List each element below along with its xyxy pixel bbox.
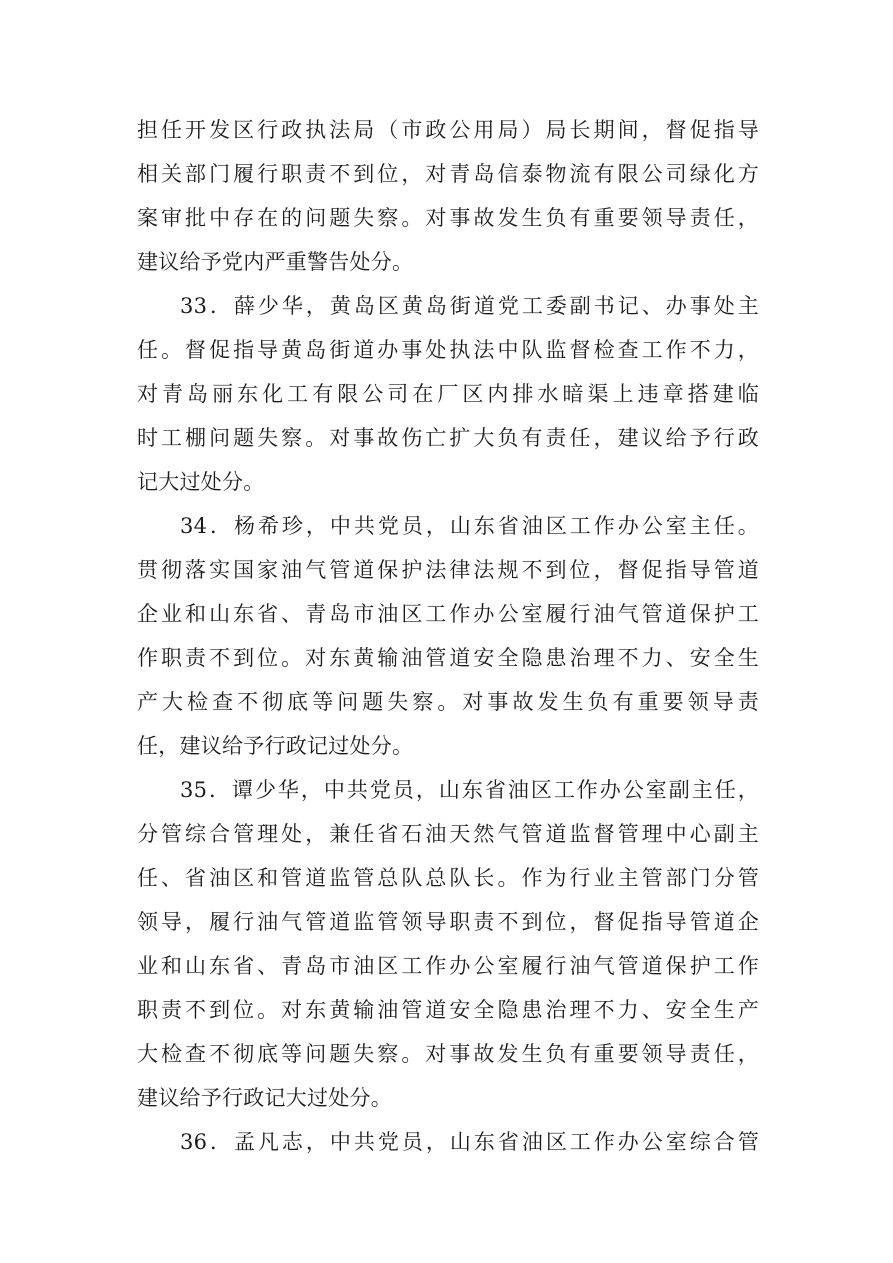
text-line: 职责不到位。对东黄输油管道安全隐患治理不力、安全生产	[137, 998, 759, 1022]
text-line: 建议给予党内严重警告处分。	[137, 250, 414, 274]
text-line: 分管综合管理处，兼任省石油天然气管道监督管理中心副主	[137, 822, 759, 846]
text-line: 任、省油区和管道监管总队总队长。作为行业主管部门分管	[137, 866, 759, 890]
text-line: 35．谭少华，中共党员，山东省油区工作办公室副主任，	[180, 778, 759, 802]
text-line: 36．孟凡志，中共党员，山东省油区工作办公室综合管	[180, 1130, 759, 1154]
text-line: 产大检查不彻底等问题失察。对事故发生负有重要领导责	[137, 690, 759, 714]
text-line: 企业和山东省、青岛市油区工作办公室履行油气管道保护工	[137, 602, 759, 626]
text-line: 相关部门履行职责不到位，对青岛信泰物流有限公司绿化方	[137, 162, 759, 186]
text-line: 领导，履行油气管道监管领导职责不到位，督促指导管道企	[137, 910, 759, 934]
text-line: 34．杨希珍，中共党员，山东省油区工作办公室主任。	[180, 514, 759, 538]
text-line: 担任开发区行政执法局（市政公用局）局长期间，督促指导	[137, 118, 759, 142]
text-line: 业和山东省、青岛市油区工作办公室履行油气管道保护工作	[137, 954, 759, 978]
text-line: 任，建议给予行政记过处分。	[137, 734, 414, 758]
text-line: 任。督促指导黄岛街道办事处执法中队监督检查工作不力，	[137, 338, 759, 362]
text-line: 建议给予行政记大过处分。	[137, 1086, 392, 1110]
text-line: 时工棚问题失察。对事故伤亡扩大负有责任，建议给予行政	[137, 426, 759, 450]
text-line: 对青岛丽东化工有限公司在厂区内排水暗渠上违章搭建临	[137, 382, 759, 406]
text-line: 贯彻落实国家油气管道保护法律法规不到位，督促指导管道	[137, 558, 759, 582]
text-line: 大检查不彻底等问题失察。对事故发生负有重要领导责任，	[137, 1042, 759, 1066]
text-line: 案审批中存在的问题失察。对事故发生负有重要领导责任，	[137, 206, 759, 230]
text-line: 33．薛少华，黄岛区黄岛街道党工委副书记、办事处主	[180, 294, 759, 318]
text-line: 作职责不到位。对东黄输油管道安全隐患治理不力、安全生	[137, 646, 759, 670]
text-line: 记大过处分。	[137, 470, 265, 494]
